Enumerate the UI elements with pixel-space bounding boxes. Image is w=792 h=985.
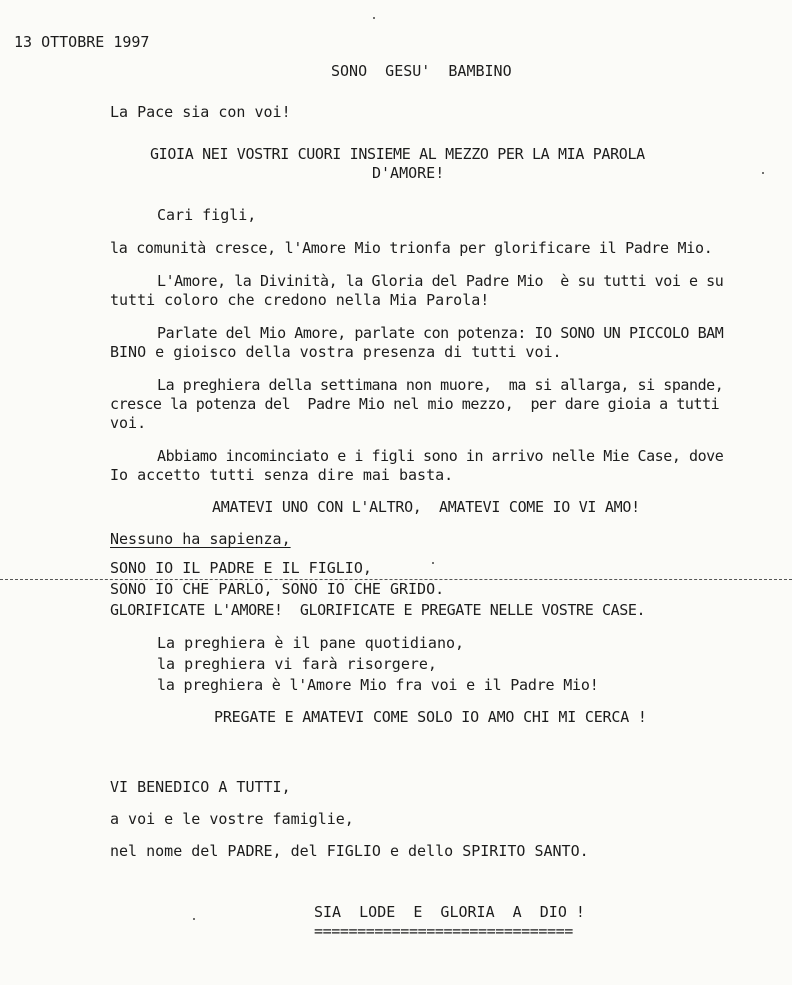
paragraph-4-line-2: cresce la potenza del Padre Mio nel mio mezzo, per dare gioia a tutti <box>110 395 720 413</box>
sono-io-parlo: SONO IO CHE PARLO, SONO IO CHE GRIDO. <box>110 580 445 598</box>
paragraph-2-line-2: tutti coloro che credono nella Mia Parola! <box>110 291 490 309</box>
exhortation-pray: PREGATE E AMATEVI COME SOLO IO AMO CHI MI CERCA ! <box>214 708 647 726</box>
prayer-line-3: la preghiera è l'Amore Mio fra voi e il Padre Mio! <box>157 676 599 694</box>
blessing-line-1: VI BENEDICO A TUTTI, <box>110 778 291 796</box>
paragraph-4-line-3: voi. <box>110 414 147 432</box>
paragraph-3-line-1: Parlate del Mio Amore, parlate con potenza: IO SONO UN PICCOLO BAM <box>157 324 724 342</box>
prayer-line-1: La preghiera è il pane quotidiano, <box>157 634 465 652</box>
salutation: Cari figli, <box>157 206 257 224</box>
closing-praise: SIA LODE E GLORIA A DIO ! <box>314 903 585 921</box>
sono-io-padre: SONO IO IL PADRE E IL FIGLIO, <box>110 559 372 577</box>
glorify-line: GLORIFICATE L'AMORE! GLORIFICATE E PREGATE NELLE VOSTRE CASE. <box>110 601 646 619</box>
intro-line-1: GIOIA NEI VOSTRI CUORI INSIEME AL MEZZO PER LA MIA PAROLA <box>150 145 645 163</box>
exhortation-love: AMATEVI UNO CON L'ALTRO, AMATEVI COME IO VI AMO! <box>212 498 640 516</box>
paragraph-1: la comunità cresce, l'Amore Mio trionfa per glorificare il Padre Mio. <box>110 239 713 257</box>
date: 13 OTTOBRE 1997 <box>14 33 150 51</box>
blessing-line-3: nel nome del PADRE, del FIGLIO e dello SPIRITO SANTO. <box>110 842 589 860</box>
paper-speck <box>762 172 764 174</box>
paragraph-5-line-1: Abbiamo incominciato e i figli sono in arrivo nelle Mie Case, dove <box>157 447 724 465</box>
heading: SONO GESU' BAMBINO <box>331 62 512 80</box>
blessing-line-2: a voi e le vostre famiglie, <box>110 810 354 828</box>
wisdom-line: Nessuno ha sapienza, <box>110 530 291 548</box>
paper-speck <box>193 918 195 920</box>
closing-rule: ============================== <box>314 922 573 940</box>
paragraph-2-line-1: L'Amore, la Divinità, la Gloria del Padre Mio è su tutti voi e su <box>157 272 724 290</box>
paragraph-4-line-1: La preghiera della settimana non muore, ma si allarga, si spande, <box>157 376 724 394</box>
paper-speck <box>432 562 434 564</box>
greeting: La Pace sia con voi! <box>110 103 291 121</box>
intro-line-2: D'AMORE! <box>372 164 445 182</box>
prayer-line-2: la preghiera vi farà risorgere, <box>157 655 437 673</box>
paper-speck <box>373 17 375 19</box>
paragraph-3-line-2: BINO e gioisco della vostra presenza di tutti voi. <box>110 343 562 361</box>
paragraph-5-line-2: Io accetto tutti senza dire mai basta. <box>110 466 454 484</box>
